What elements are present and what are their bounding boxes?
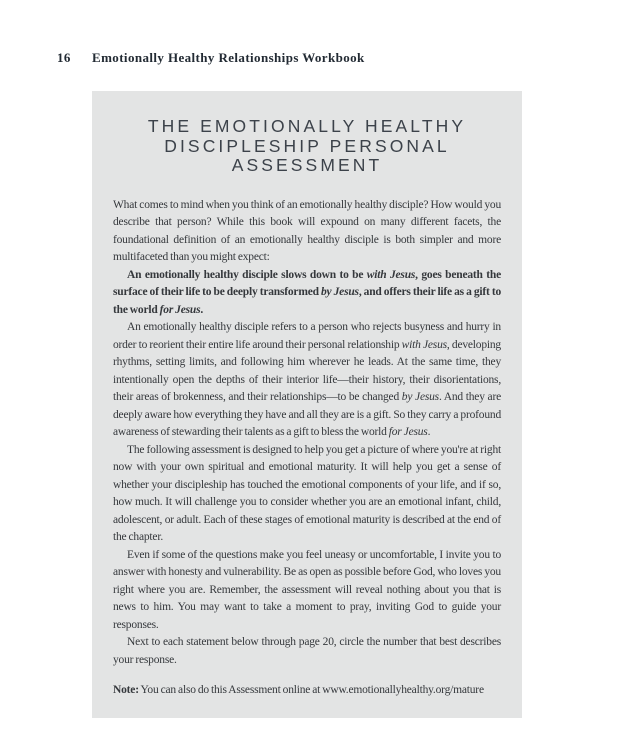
instructions-paragraph: Next to each statement below through page 20, circle the number that best describes your response.: [113, 636, 501, 666]
assessment-title-line-1: THE EMOTIONALLY HEALTHY: [147, 116, 467, 136]
note-paragraph: Note: You can also do this Assessment online at www.emotionallyhealthy.org/mature: [113, 684, 484, 696]
assessment-title-line-2: DISCIPLESHIP PERSONAL: [164, 135, 450, 156]
definition-paragraph: An emotionally healthy disciple slows down to be with Jesus, goes beneath the surface of their life to be deeply transformed by Jesus, and offers their life as a gift to the world for Jesus.: [113, 268, 501, 316]
assessment-purpose-paragraph: The following assessment is designed to help you get a picture of where you're at right now with your own spiritual and emotional maturity. It will help you get a sense of whether your discipleship has touched the emotional components of your life, and if so, how much. It will challenge you to consider whether you are an emotional infant, child, adolescent, or adult. Each of these stages of emotional maturity is described at the end of the chapter.: [113, 443, 501, 543]
assessment-box: [92, 91, 522, 718]
running-head-title: Emotionally Healthy Relationships Workbook: [92, 50, 365, 65]
intro-paragraph: What comes to mind when you think of an emotionally healthy disciple? How would you describe that person? While this book will expound on many different facets, the foundational definition of an emotionally healthy disciple is both simpler and more multifaceted than you might expect:: [113, 198, 501, 263]
explanation-paragraph: An emotionally healthy disciple refers to a person who rejects busyness and hurry in order to reorient their entire life around their personal relationship with Jesus, developing rhythms, setting limits, and following him wherever he leads. At the same time, they intentionally open the depths of their interior life—their history, their disorientations, their areas of brokenness, and their relationships—to be changed by Jesus. And they are deeply aware how everything they have and all they are is a gift. So they carry a profound awareness of stewarding their talents as a gift to bless the world for Jesus.: [113, 321, 501, 438]
running-head: [0, 50, 628, 68]
assessment-title: [113, 117, 501, 176]
assessment-paragraphs: [113, 197, 501, 700]
page-number: 16: [57, 50, 71, 65]
assessment-title-line-3: ASSESSMENT: [231, 155, 383, 175]
honesty-paragraph: Even if some of the questions make you feel uneasy or uncomfortable, I invite you to answer with honesty and vulnerability. Be as open as possible before God, who loves you right where you are. Remember, the assessment will reveal nothing about you that is news to him. You may want to take a moment to pray, inviting God to guide your responses.: [113, 548, 501, 631]
